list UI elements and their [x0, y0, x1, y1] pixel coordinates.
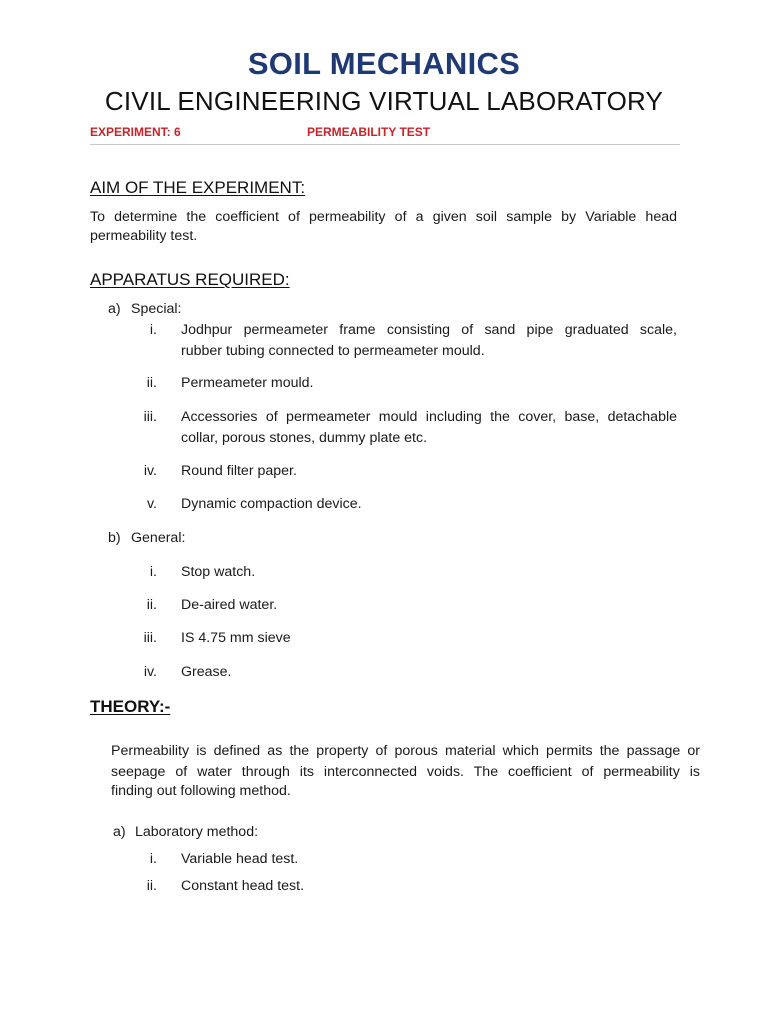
special-item-number: iv. [143, 463, 157, 479]
special-item-5: Dynamic compaction device. [181, 496, 362, 512]
general-item-3: IS 4.75 mm sieve [181, 630, 291, 646]
general-marker: b) [108, 530, 121, 546]
special-item-1-line-1: Jodhpur permeameter frame consisting of sand pipe graduated scale, [181, 322, 677, 338]
method-item-1: Variable head test. [181, 851, 299, 867]
general-item-4: Grease. [181, 664, 232, 680]
special-item-number: ii. [146, 375, 157, 391]
general-item-number: iv. [143, 664, 157, 680]
theory-line-3: finding out following method. [111, 783, 291, 799]
method-label: Laboratory method: [135, 824, 259, 840]
special-marker: a) [108, 301, 121, 317]
general-item-number: iii. [143, 630, 157, 646]
general-label: General: [131, 530, 186, 546]
special-item-2: Permeameter mould. [181, 375, 314, 391]
experiment-name: PERMEABILITY TEST [307, 125, 431, 139]
theory-line-1: Permeability is defined as the property of porous material which permits the passage or [111, 743, 700, 759]
special-item-number: i. [149, 322, 157, 338]
header-divider [90, 144, 680, 145]
method-item-2: Constant head test. [181, 878, 305, 894]
theory-line-2: seepage of water through its interconnected voids. The coefficient of permeability is [111, 764, 700, 780]
special-item-number: iii. [143, 409, 157, 425]
aim-heading: AIM OF THE EXPERIMENT: [90, 178, 306, 197]
theory-heading: THEORY:- [90, 697, 171, 716]
method-item-number: ii. [146, 878, 157, 894]
special-item-3-line-2: collar, porous stones, dummy plate etc. [181, 430, 428, 446]
general-item-1: Stop watch. [181, 564, 256, 580]
special-label: Special: [131, 301, 182, 317]
special-item-number: v. [147, 496, 157, 512]
general-item-2: De-aired water. [181, 597, 278, 613]
experiment-number: EXPERIMENT: 6 [90, 125, 181, 139]
document-title: SOIL MECHANICS [247, 46, 521, 81]
aim-line-2: permeability test. [90, 228, 198, 244]
special-item-1-line-2: rubber tubing connected to permeameter mould. [181, 343, 485, 359]
method-marker: a) [113, 824, 126, 840]
apparatus-heading: APPARATUS REQUIRED: [90, 270, 290, 289]
general-item-number: ii. [146, 597, 157, 613]
general-item-number: i. [149, 564, 157, 580]
aim-line-1: To determine the coefficient of permeability of a given soil sample by Variable head [90, 209, 677, 225]
special-item-3-line-1: Accessories of permeameter mould including the cover, base, detachable [181, 409, 677, 425]
document-subtitle: CIVIL ENGINEERING VIRTUAL LABORATORY [104, 86, 664, 116]
method-item-number: i. [149, 851, 157, 867]
special-item-4: Round filter paper. [181, 463, 297, 479]
